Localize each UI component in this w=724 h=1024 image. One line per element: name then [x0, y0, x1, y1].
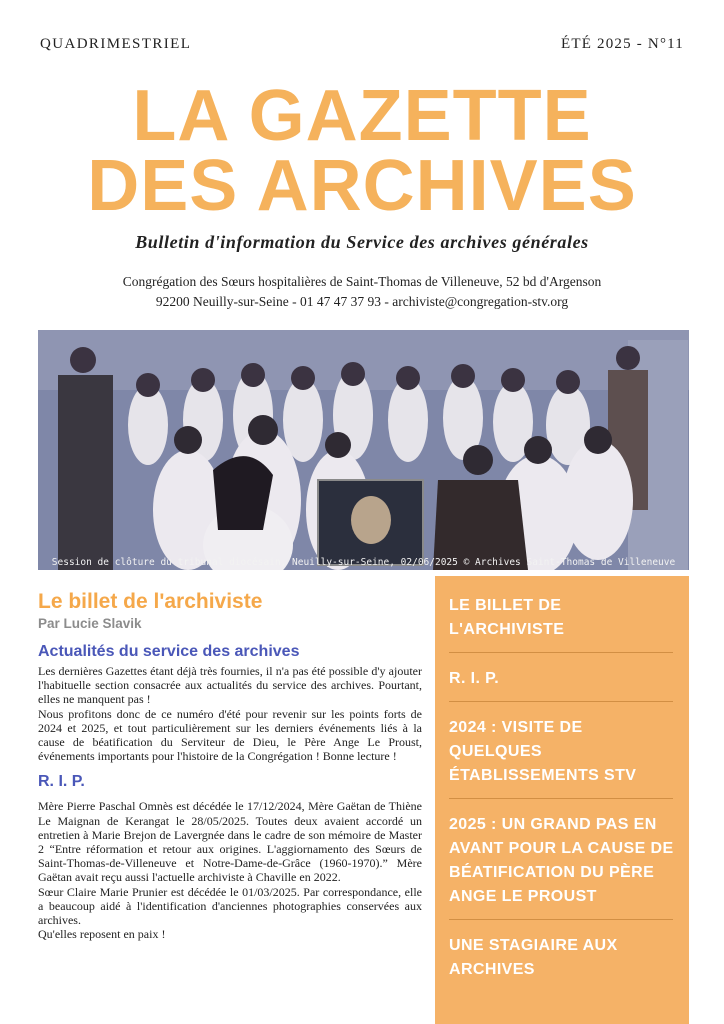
toc-item-intern[interactable]: UNE STAGIAIRE AUX ARCHIVES — [449, 937, 618, 978]
address-line-2: 92200 Neuilly-sur-Seine - 01 47 47 37 93 - archiviste@congregation-stv.org — [155, 294, 569, 309]
group-photo — [38, 330, 689, 570]
address-block — [0, 272, 724, 312]
masthead-title-line1: LA GAZETTE — [132, 76, 592, 156]
toc-item-2024-visits[interactable]: 2024 : VISITE DE QUELQUES ÉTABLISSEMENTS STV — [449, 719, 637, 784]
toc-divider — [449, 701, 673, 702]
table-of-contents — [435, 576, 689, 1024]
main-article — [38, 590, 422, 941]
section-rip-title: R. I. P. — [38, 773, 85, 791]
section-rip-paragraph-2: Sœur Claire Marie Prunier est décédée le 01/03/2025. Par correspondance, elle a beaucoup aidé à l'identification d'anciennes photographies conservées aux archives. — [38, 884, 422, 928]
toc-divider — [449, 798, 673, 799]
issue-label: ÉTÉ 2025 - N°11 — [560, 36, 684, 52]
section-news-title: Actualités du service des archives — [38, 643, 300, 660]
article-title: Le billet de l'archiviste — [38, 590, 263, 613]
section-rip-paragraph-3: Qu'elles reposent en paix ! — [38, 927, 166, 942]
section-rip-paragraph-1: Mère Pierre Paschal Omnès est décédée le 17/12/2024, Mère Gaëtan de Thiène Le Maignan de Kerangat le 28/05/2025. Toutes deux avaient accordé un entretien à Marie Brejon de Lavergnée dans le cadre de son mémoire de Master 2 “Entre réformation et retour aux origines. L'aggiornamento des Sœurs de Saint-Thomas-de-Villeneuve et Notre-Dame-de-Grâce (1960-1970).” Mère Gaëtan avait reçu aussi l'actuelle archiviste à Chaville en 2022. — [38, 799, 422, 885]
periodicity-label: QUADRIMESTRIEL — [40, 36, 192, 52]
article-author: Par Lucie Slavik — [38, 616, 142, 631]
toc-divider — [449, 652, 673, 653]
masthead-title-line2: DES ARCHIVES — [87, 146, 637, 226]
photo-caption: Session de clôture du tribunal diocésain, Neuilly-sur-Seine, 02/06/2025 © Archives Saint-Thomas de Villeneuve — [51, 557, 676, 568]
toc-item-2025-beatification[interactable]: 2025 : UN GRAND PAS EN AVANT POUR LA CAUSE DE BÉATIFICATION DU PÈRE ANGE LE PROUST — [449, 816, 674, 905]
toc-divider — [449, 919, 673, 920]
masthead-subtitle: Bulletin d'information du Service des archives générales — [135, 232, 589, 252]
toc-item-billet[interactable]: LE BILLET DE L'ARCHIVISTE — [449, 597, 565, 638]
section-news-paragraph-2: Nous profitons donc de ce numéro d'été pour revenir sur les points forts de 2024 et 2025, et tout particulièrement sur les derniers événements liés à la cause de béatification du Serviteur de Dieu, le Père Ange Le Proust, événements importants pour l'histoire de la Congrégation ! Bonne lecture ! — [38, 706, 422, 764]
section-news-paragraph-1: Les dernières Gazettes étant déjà très fournies, il n'a pas été possible d'y ajouter l'habituelle section consacrée aux actualités du service des archives. Pourtant, elles ne manquent pas ! — [38, 664, 422, 707]
group-photo-illustration — [38, 330, 689, 570]
toc-item-rip[interactable]: R. I. P. — [449, 670, 500, 687]
address-line-1: Congrégation des Sœurs hospitalières de Saint-Thomas de Villeneuve, 52 bd d'Argenson — [122, 274, 602, 289]
